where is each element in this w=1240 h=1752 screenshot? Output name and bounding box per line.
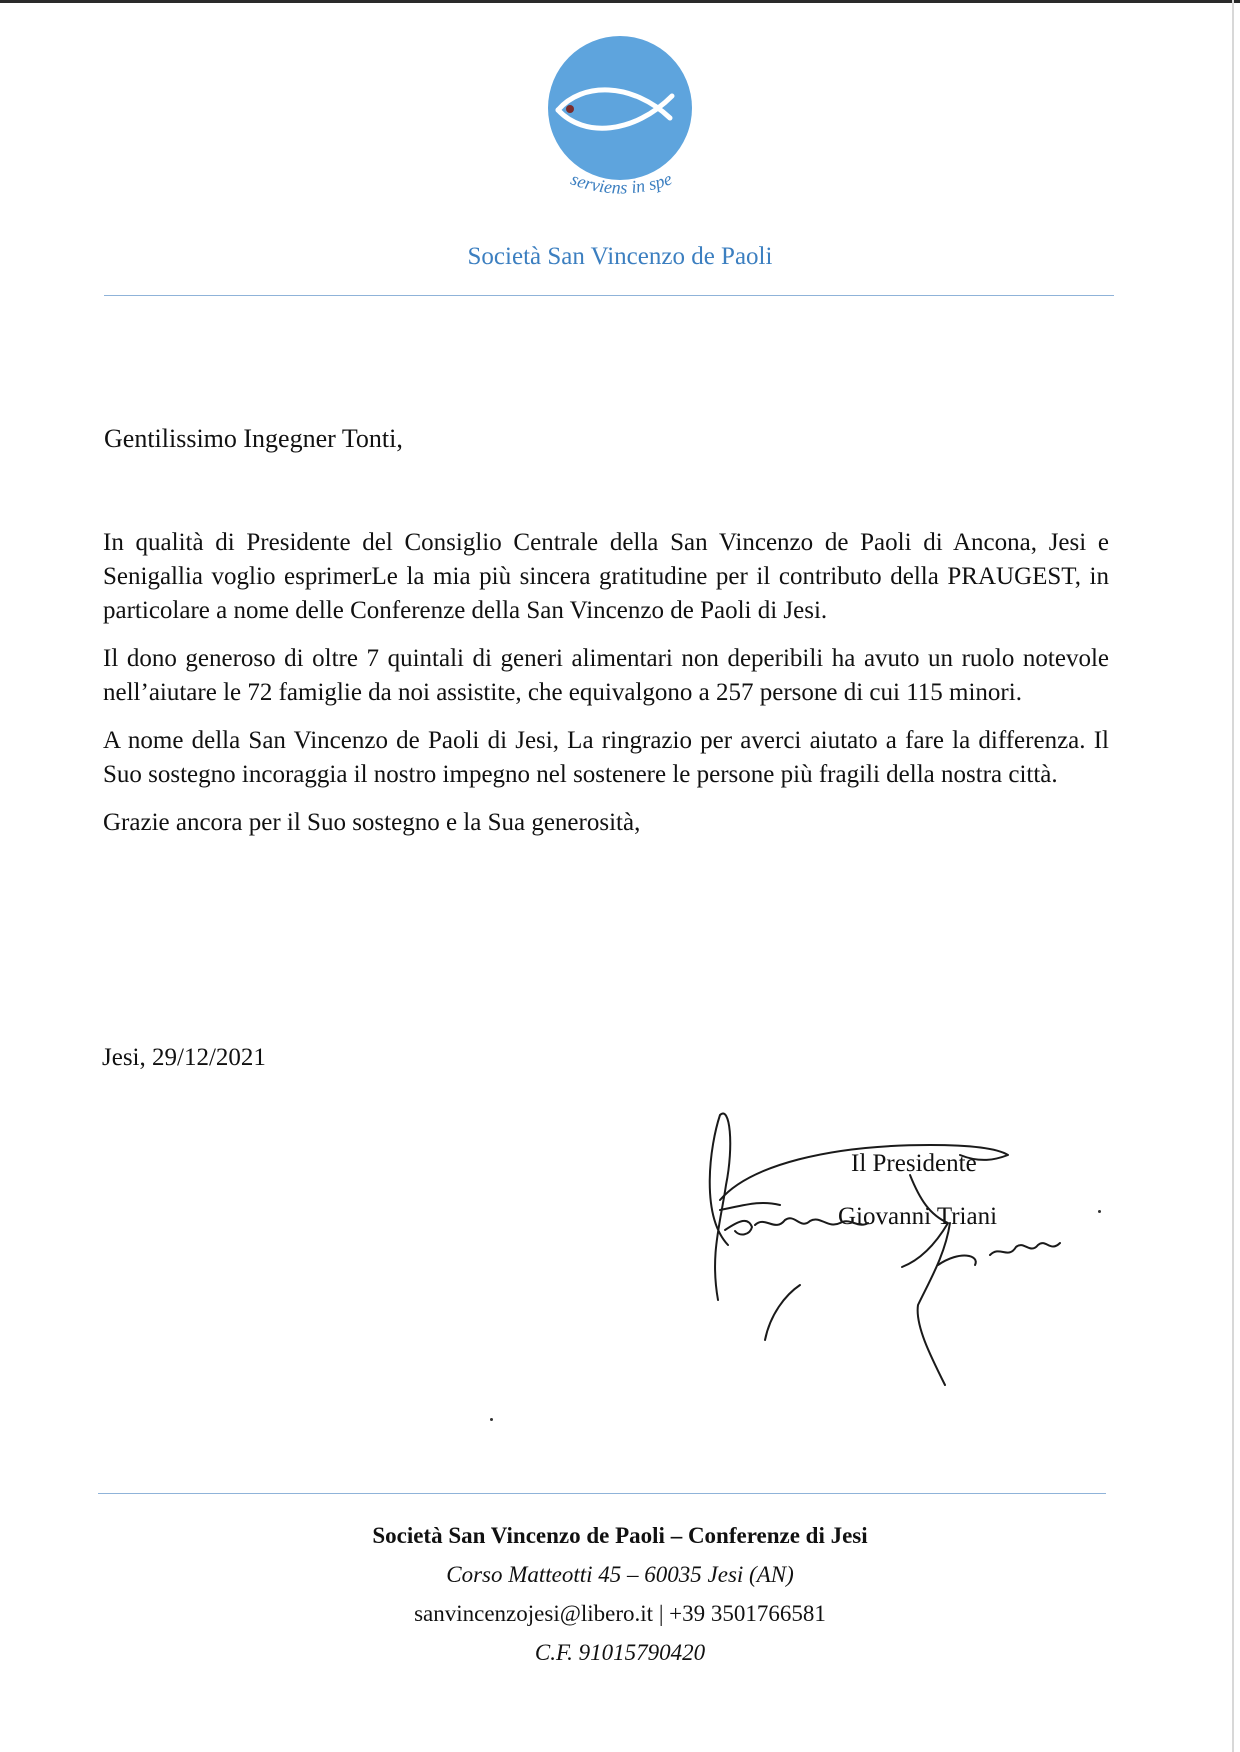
paragraph: Il dono generoso di oltre 7 quintali di generi alimentari non deperibili ha avuto un ruolo notevole nell’aiutare le 72 famiglie da noi assistite, che equivalgono a 257 persone di cui 115 minori. (103, 645, 1109, 706)
scan-speck (1098, 1210, 1101, 1213)
footer-organization: Società San Vincenzo de Paoli – Conferenze di Jesi (372, 1523, 868, 1548)
salutation: Gentilissimo Ingegner Tonti, (104, 424, 403, 453)
society-logo (520, 26, 720, 226)
logo-motto: serviens in spe (568, 168, 675, 198)
fish-eye-icon (566, 105, 574, 113)
handwritten-signature (690, 1105, 1120, 1405)
footer-divider (98, 1493, 1106, 1494)
closing-line: Grazie ancora per il Suo sostegno e la Sua generosità, (103, 809, 641, 836)
paragraph: A nome della San Vincenzo de Paoli di Jesi, La ringrazio per averci aiutato a fare la differenza. Il Suo sostegno incoraggia il nostro impegno nel sostenere le persone più fragili della nostra città. (103, 727, 1109, 788)
letter-date: Jesi, 29/12/2021 (102, 1044, 266, 1071)
scan-top-edge (0, 0, 1240, 3)
footer-tax-code: C.F. 91015790420 (534, 1640, 706, 1665)
letter-body (103, 526, 1109, 854)
signatory-title: Il Presidente (851, 1150, 977, 1177)
footer-address: Corso Matteotti 45 – 60035 Jesi (AN) (446, 1562, 794, 1587)
paragraph: In qualità di Presidente del Consiglio Centrale della San Vincenzo de Paoli di Ancona, Jesi e Senigallia voglio esprimerLe la mia più sincera gratitudine per il contributo della PRAUGEST, in particolare a nome delle Conferenze della San Vincenzo de Paoli di Jesi. (103, 529, 1109, 624)
scan-speck (490, 1418, 493, 1421)
signatory-name: Giovanni Triani (838, 1203, 998, 1230)
organization-header: Società San Vincenzo de Paoli (467, 243, 773, 270)
header-divider (104, 295, 1114, 296)
footer-contact: sanvincenzojesi@libero.it | +39 3501766581 (414, 1601, 826, 1626)
